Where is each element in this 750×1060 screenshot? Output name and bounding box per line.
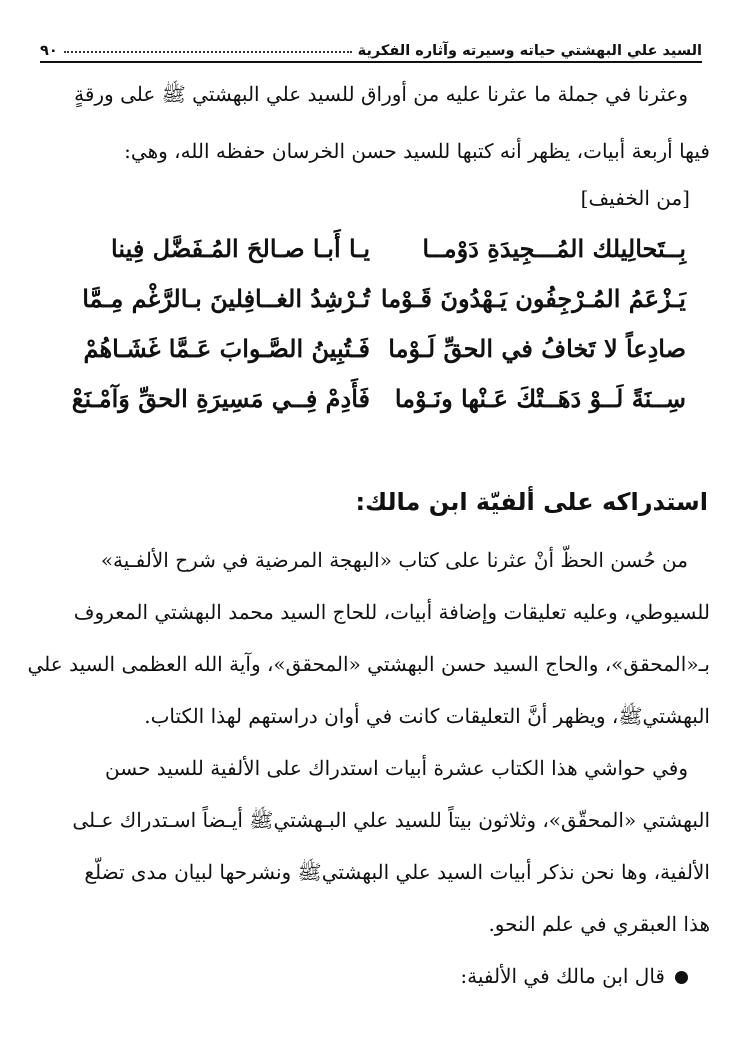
bullet-item [40, 964, 688, 988]
bullet-text: قال ابن مالك في الألفية: [460, 964, 665, 988]
verse-2-first: تُـرْشِدُ الغــافِلينَ بـالرَّغْم مِـمَّا [82, 284, 370, 313]
header-dot-leader [64, 51, 352, 53]
verse-3-first: فَـتُبِينُ الصَّـوابَ عَـمَّا غَشَـاهُمْ [83, 334, 370, 363]
verse-4-second: سِــنَةً لَــوْ دَهَــتْكَ عَـنْها ونَـوْما [394, 384, 686, 413]
para2-line-2: البهشتي «المحقّق»، وثلاثون بيتاً للسيد علي البـهشتيﷺ أيـضاً اسـتدراك عـلى [72, 808, 710, 832]
meter-label: [من الخفيف] [580, 186, 690, 210]
running-header [40, 33, 702, 59]
para2-line-4: هذا العبقري في علم النحو. [488, 912, 710, 936]
header-rule [40, 61, 702, 63]
verse-1-first: يـا أَبـا صـالحَ المُـفَضَّل فِينا [111, 234, 370, 263]
verse-2-second: يَـزْعَمُ المُـرْجِفُون يَـهْدُونَ قَـوْما [380, 284, 686, 313]
section-heading: استدراكه على ألفيّة ابن مالك: [355, 488, 708, 516]
para2-line-3: الألفية، وها نحن نذكر أبيات السيد علي البهشتيﷺ ونشرحها لبيان مدى تضلّع [84, 860, 710, 884]
header-title: السيد علي البهشتي حياته وسيرته وآثاره الفكرية [357, 43, 702, 59]
para1-line-1: من حُسن الحظّ أنْ عثرنا على كتاب «البهجة المرضية في شرح الألفـية» [100, 548, 688, 572]
intro-line-1: وعثرنا في جملة ما عثرنا عليه من أوراق للسيد علي البهشتي ﷺ على ورقةٍ [74, 82, 688, 106]
verse-4-first: فَأَدِمْ فِــي مَسِيرَةِ الحقِّ وَآمْـنَعْ [71, 384, 370, 413]
page-number: ٩٠ [40, 43, 58, 59]
para1-line-3: بـ«المحقق»، والحاج السيد حسن البهشتي «المحقق»، وآية الله العظمى السيد علي [27, 652, 710, 676]
para2-line-1: وفي حواشي هذا الكتاب عشرة أبيات استدراك على الألفية للسيد حسن [105, 756, 688, 780]
intro-line-2: فيها أربعة أبيات، يظهر أنه كتبها للسيد حسن الخرسان حفظه الله، وهي: [124, 139, 710, 163]
para1-line-4: البهشتيﷺ، ويظهر أنَّ التعليقات كانت في أوان دراستهم لهذا الكتاب. [144, 704, 710, 728]
bullet-icon [675, 971, 688, 984]
para1-line-2: للسيوطي، وعليه تعليقات وإضافة أبيات، للحاج السيد محمد البهشتي المعروف [73, 600, 710, 624]
verse-1-second: بِــتَحالِيلك المُـــجِيدَةِ دَوْمــا [422, 234, 686, 263]
verse-3-second: صادِعاً لا تَخافُ في الحقِّ لَـوْما [388, 334, 686, 363]
